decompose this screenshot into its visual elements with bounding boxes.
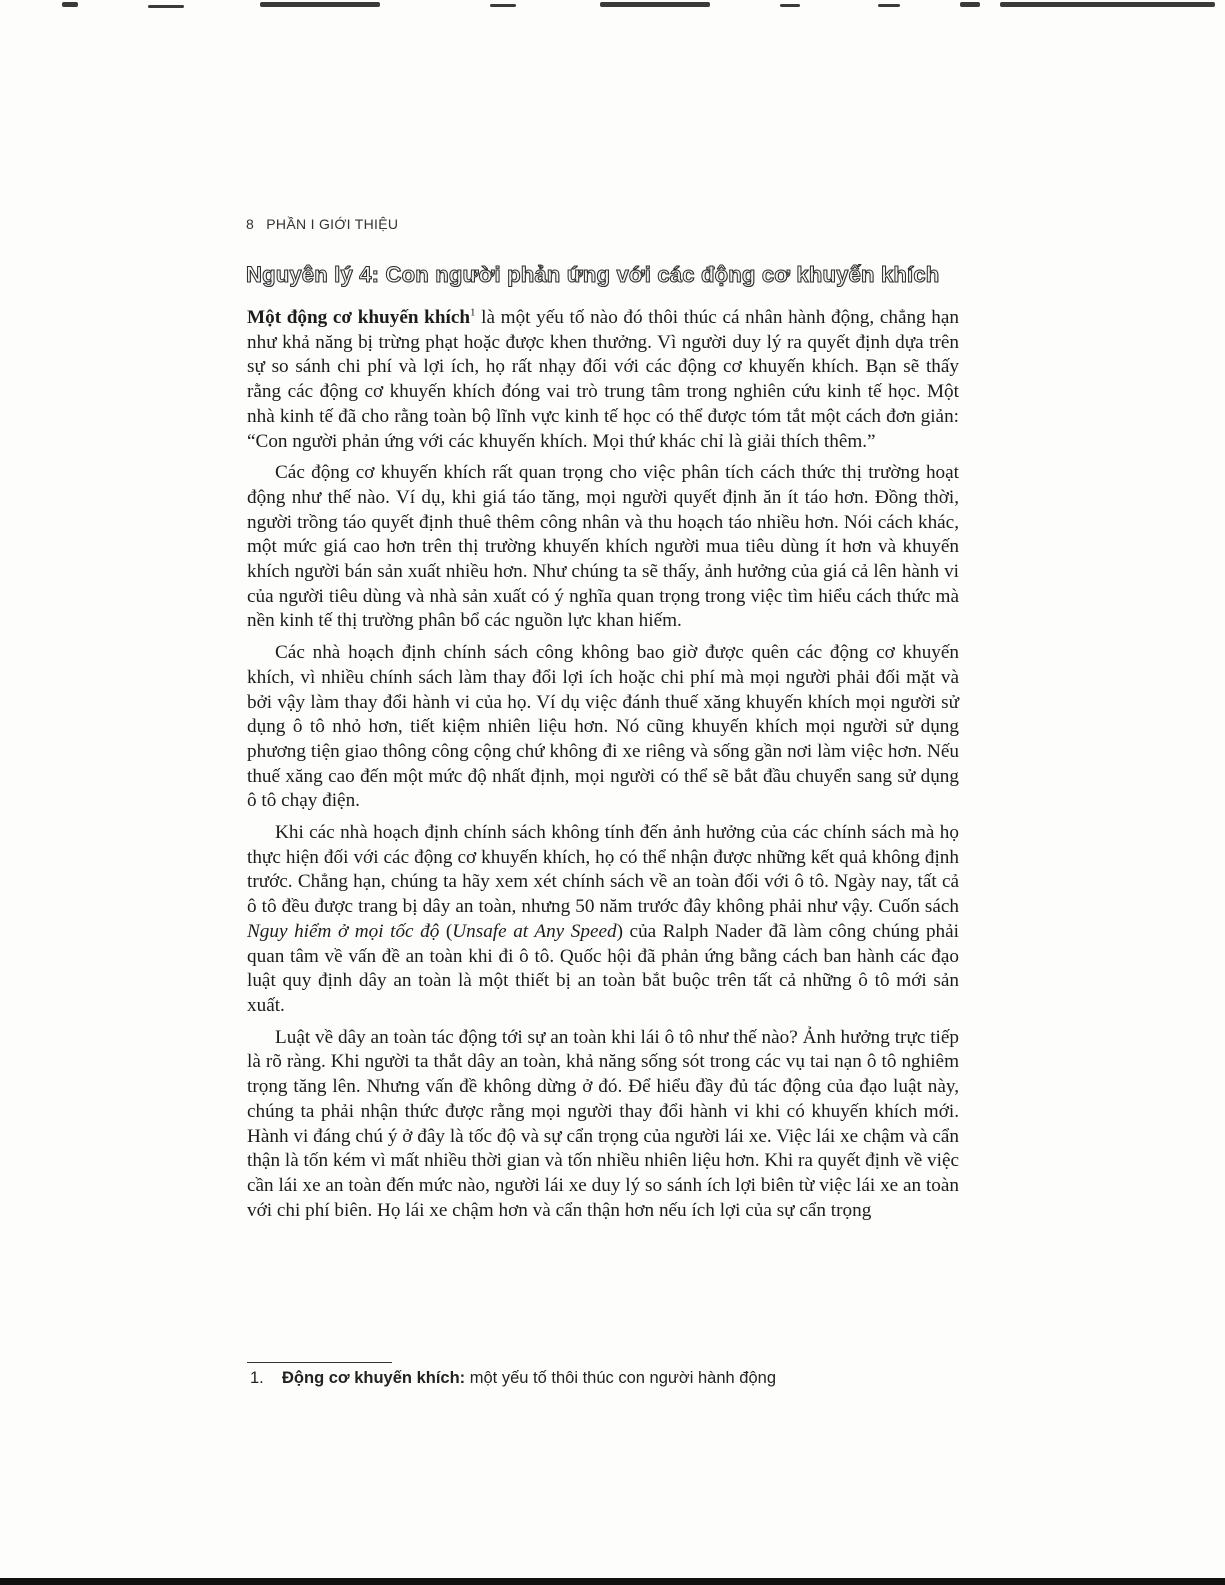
principle-heading: Nguyên lý 4: Con người phản ứng với các động cơ khuyến khích [246, 262, 940, 287]
paragraph-4-text-b: ) của Ralph Nader đã làm công chúng phải quan tâm về vấn đề an toàn khi đi ô tô. Quốc hội đã phản ứng bằng cách ban hành các đạo luật quy định dây an toàn là một thiết bị an toàn bắt buộc trên tất cả những ô tô mới sản xuất. [247, 920, 960, 1016]
section-title: PHẦN I GIỚI THIỆU [266, 216, 399, 232]
book-title-vi: Nguy hiểm ở mọi tốc độ [247, 920, 440, 942]
scan-bottom-edge [0, 1578, 1225, 1585]
paragraph-5: Luật về dây an toàn tác động tới sự an toàn khi lái ô tô như thế nào? Ảnh hưởng trực tiếp là rõ ràng. Khi người ta thắt dây an toàn, khả năng sống sót trong các vụ tai nạn ô tô nghiêm trọng tăng lên. Nhưng vấn đề không dừng ở đó. Để hiểu đầy đủ tác động của đạo luật này, chúng ta phải nhận thức được rằng mọi người thay đổi hành vi khi có khuyến khích mới. Hành vi đáng chú ý ở đây là tốc độ và sự cẩn trọng của người lái xe. Việc lái xe chậm và cẩn thận là tốn kém vì mất nhiều thời gian và tốn nhiều nhiên liệu hơn. Khi ra quyết định về việc cần lái xe an toàn đến mức nào, người lái xe duy lý so sánh ích lợi biên từ việc lái xe an toàn với chi phí biên. Họ lái xe chậm hơn và cẩn thận hơn nếu ích lợi của sự cẩn trọng [247, 1026, 959, 1221]
paragraph-3: Các nhà hoạch định chính sách công không bao giờ được quên các động cơ khuyến khích, vì nhiều chính sách làm thay đổi lợi ích hoặc chi phí mà mọi người phải đối mặt và bởi vậy làm thay đổi hành vi của họ. Ví dụ việc đánh thuế xăng khuyến khích mọi người sử dụng ô tô nhỏ hơn, tiết kiệm nhiên liệu hơn. Nó cũng khuyến khích mọi người sử dụng phương tiện giao thông công cộng chứ không đi xe riêng và sống gần nơi làm việc hơn. Nếu thuế xăng cao đến một mức độ nhất định, mọi người có thể sẽ bắt đầu chuyển sang sử dụng ô tô chạy điện. [247, 642, 959, 812]
paren-open: ( [439, 920, 453, 942]
footnote-term: Động cơ khuyến khích: [282, 1369, 466, 1387]
footnote-divider [247, 1362, 392, 1363]
running-head [246, 216, 398, 232]
paragraph-4 [247, 821, 959, 1019]
paragraph-4-text-a: Khi các nhà hoạch định chính sách không tính đến ảnh hưởng của các chính sách mà họ thực hiện đối với các động cơ khuyến khích, họ có thể nhận được những kết quả không định trước. Chẳng hạn, chúng ta hãy xem xét chính sách về an toàn đối với ô tô. Ngày nay, tất cả ô tô đều được trang bị dây an toàn, nhưng 50 năm trước đây không phải như vậy. Cuốn sách [247, 822, 959, 918]
scan-top-edge [0, 0, 1225, 14]
footnote-number: 1. [250, 1369, 264, 1387]
paragraph-1-text: là một yếu tố nào đó thôi thúc cá nhân hành động, chẳng hạn như khả năng bị trừng phạt hoặc được khen thưởng. Vì người duy lý ra quyết định dựa trên sự so sánh chi phí và lợi ích, họ rất nhạy đối với các động cơ khuyến khích. Bạn sẽ thấy rằng các động cơ khuyến khích đóng vai trò trung tâm trong nghiên cứu kinh tế học. Một nhà kinh tế đã cho rằng toàn bộ lĩnh vực kinh tế học có thể được tóm tắt một cách đơn giản: “Con người phản ứng với các khuyến khích. Mọi thứ khác chỉ là giải thích thêm.” [247, 307, 959, 452]
footnote [250, 1369, 776, 1388]
footnote-text: một yếu tố thôi thúc con người hành động [465, 1369, 776, 1387]
paragraph-1 [247, 306, 959, 454]
page-number: 8 [246, 216, 255, 232]
body-text [247, 306, 959, 1230]
key-term: Một động cơ khuyến khích [247, 307, 471, 328]
book-title-en: Unsafe at Any Speed [452, 920, 617, 942]
paragraph-2: Các động cơ khuyến khích rất quan trọng cho việc phân tích cách thức thị trường hoạt động như thế nào. Ví dụ, khi giá táo tăng, mọi người quyết định ăn ít táo hơn. Đồng thời, người trồng táo quyết định thuê thêm công nhân và thu hoạch táo nhiều hơn. Nói cách khác, một mức giá cao hơn trên thị trường khuyến khích người mua tiêu dùng ít hơn và khuyến khích người bán sản xuất nhiều hơn. Như chúng ta sẽ thấy, ảnh hưởng của giá cả lên hành vi của người tiêu dùng và nhà sản xuất có ý nghĩa quan trọng trong việc tìm hiểu cách thức mà nền kinh tế thị trường phân bổ các nguồn lực khan hiếm. [247, 462, 959, 632]
footnote-ref: 1 [470, 306, 476, 319]
